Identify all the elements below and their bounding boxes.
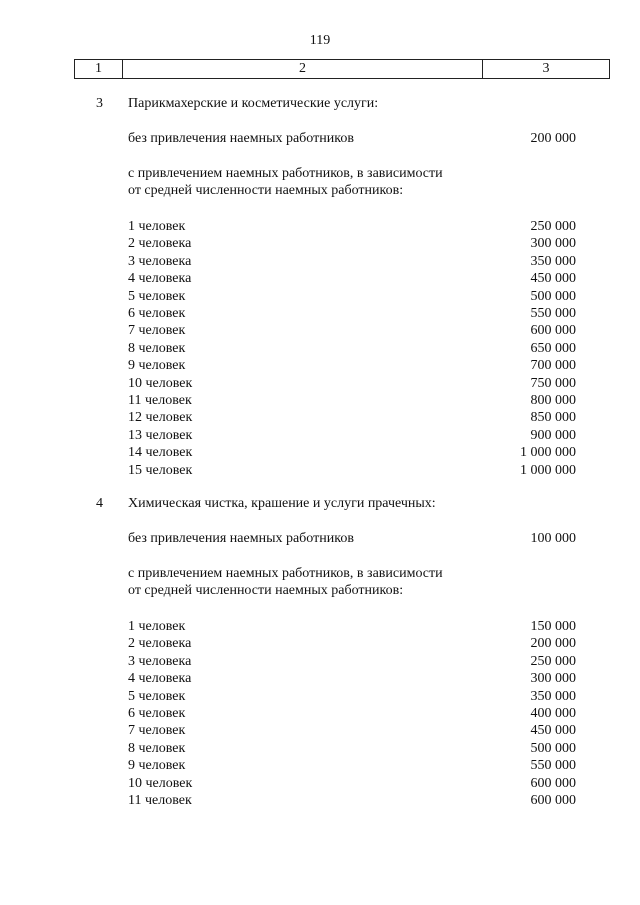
row-label: 1 человек (128, 219, 186, 234)
row-value: 400 000 (530, 706, 576, 721)
row-label: 5 человек (128, 688, 186, 704)
row-label: 11 человек (128, 393, 192, 408)
row-value: 800 000 (530, 393, 576, 408)
table-row (0, 792, 640, 809)
row-label: 15 человек (128, 462, 193, 478)
table-row (0, 653, 640, 670)
table-row (0, 375, 640, 392)
column-header-3: 3 (482, 60, 610, 78)
row-label: 9 человек (128, 758, 186, 774)
with-employees-text: от средней численности наемных работников: (128, 183, 404, 198)
table-row (0, 427, 640, 444)
table-row (0, 218, 640, 235)
row-value: 500 000 (530, 288, 576, 304)
table-row (0, 253, 640, 270)
row-label: 9 человек (128, 358, 186, 374)
table-row (0, 288, 640, 305)
row-value: 1 000 000 (520, 445, 576, 461)
row-label: 5 человек (128, 288, 186, 304)
row-label: 3 человека (128, 653, 192, 669)
row-value: 750 000 (530, 375, 576, 391)
row-label: 12 человек (128, 410, 193, 426)
row-value: 600 000 (530, 775, 576, 791)
table-row (0, 305, 640, 322)
section-title: Парикмахерские и косметические услуги: (128, 96, 379, 111)
row-value: 250 000 (530, 653, 576, 669)
table-row (0, 270, 640, 287)
row-label: 2 человека (128, 236, 192, 252)
row-label: 13 человек (128, 427, 193, 443)
row-value: 450 000 (530, 723, 576, 739)
row-label: 11 человек (128, 793, 192, 808)
without-employees-value: 200 000 (530, 131, 576, 146)
table-row (0, 635, 640, 652)
row-value: 350 000 (530, 688, 576, 704)
row-label: 2 человека (128, 636, 192, 652)
row-value: 850 000 (530, 410, 576, 426)
row-label: 10 человек (128, 775, 193, 791)
row-label: 4 человека (128, 671, 192, 687)
with-employees-text: с привлечением наемных работников, в зависимости (128, 566, 443, 581)
row-label: 3 человека (128, 253, 192, 269)
column-header-1: 1 (74, 60, 122, 78)
with-employees-text: с привлечением наемных работников, в зависимости (128, 166, 443, 181)
row-label: 8 человек (128, 340, 186, 356)
table-row (0, 757, 640, 774)
row-label: 6 человек (128, 306, 186, 321)
row-label: 1 человек (128, 619, 186, 634)
table-row (0, 322, 640, 339)
table-row (0, 392, 640, 409)
row-label: 6 человек (128, 706, 186, 721)
table-row (0, 444, 640, 461)
table-row (0, 357, 640, 374)
row-value: 650 000 (530, 340, 576, 356)
row-value: 700 000 (530, 358, 576, 374)
without-employees-label: без привлечения наемных работников (128, 531, 354, 546)
table-row (0, 340, 640, 357)
table-row (0, 462, 640, 479)
row-label: 7 человек (128, 723, 186, 739)
row-value: 600 000 (530, 793, 576, 808)
row-value: 550 000 (530, 758, 576, 774)
table-row (0, 688, 640, 705)
table-row (0, 705, 640, 722)
table-row (0, 670, 640, 687)
row-value: 150 000 (530, 619, 576, 634)
row-value: 550 000 (530, 306, 576, 321)
row-label: 8 человек (128, 740, 186, 756)
table-row (0, 722, 640, 739)
section-title: Химическая чистка, крашение и услуги прачечных: (128, 496, 436, 511)
column-header-table (74, 59, 610, 79)
row-label: 4 человека (128, 271, 192, 287)
row-value: 1 000 000 (520, 462, 576, 478)
table-row (0, 618, 640, 635)
without-employees-label: без привлечения наемных работников (128, 131, 354, 146)
table-row (0, 775, 640, 792)
row-value: 250 000 (530, 219, 576, 234)
row-value: 900 000 (530, 427, 576, 443)
column-header-2: 2 (122, 60, 482, 78)
page-number: 119 (309, 33, 331, 48)
row-label: 14 человек (128, 445, 193, 461)
section-number: 3 (96, 96, 103, 111)
row-value: 300 000 (530, 236, 576, 252)
without-employees-value: 100 000 (530, 531, 576, 546)
row-value: 350 000 (530, 253, 576, 269)
row-label: 7 человек (128, 323, 186, 339)
row-value: 600 000 (530, 323, 576, 339)
row-value: 450 000 (530, 271, 576, 287)
row-value: 200 000 (530, 636, 576, 652)
row-value: 500 000 (530, 740, 576, 756)
row-label: 10 человек (128, 375, 193, 391)
table-row (0, 740, 640, 757)
row-value: 300 000 (530, 671, 576, 687)
with-employees-text: от средней численности наемных работников: (128, 583, 404, 598)
table-row (0, 235, 640, 252)
table-row (0, 409, 640, 426)
section-number: 4 (96, 496, 103, 511)
